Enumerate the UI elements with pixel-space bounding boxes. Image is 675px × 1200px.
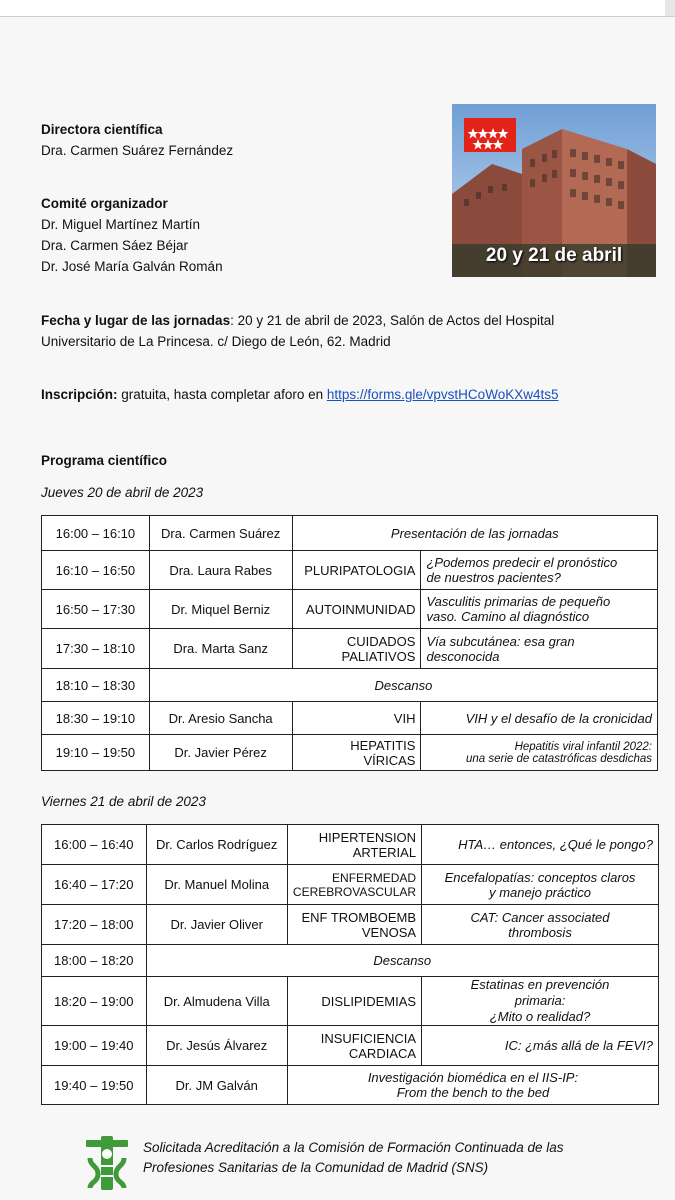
talk-line: From the bench to the bed (396, 1085, 550, 1100)
fecha-line-2: Universitario de La Princesa. c/ Diego de León, 62. Madrid (41, 334, 391, 349)
talk-cell (422, 977, 659, 1026)
talk-cell (421, 590, 658, 629)
time-cell: 18:10 – 18:30 (42, 669, 150, 702)
time-cell: 18:00 – 18:20 (42, 945, 147, 977)
time-cell: 16:00 – 16:10 (42, 516, 150, 551)
talk-line: Encefalopatías: conceptos claros (444, 869, 636, 885)
inscripcion-link[interactable]: https://forms.gle/vpvstHCoWoKXw4ts5 (326, 387, 559, 402)
directora-name: Dra. Carmen Suárez Fernández (41, 143, 234, 158)
schedule-table-day2 (41, 824, 659, 1105)
time-cell: 19:00 – 19:40 (42, 1026, 147, 1066)
talk-line: de nuestros pacientes? (426, 570, 561, 585)
talk-line: ¿Podemos predecir el pronóstico (426, 555, 618, 570)
area-cell (287, 825, 421, 865)
talk-cell (421, 735, 658, 771)
time-cell: 16:50 – 17:30 (42, 590, 150, 629)
area-cell (292, 629, 421, 669)
time-cell: 18:30 – 19:10 (42, 702, 150, 735)
area-cell (287, 1026, 421, 1066)
area-cell: PLURIPATOLOGIA (292, 551, 421, 590)
comite-heading: Comité organizador (41, 196, 168, 211)
table-row (42, 516, 658, 551)
talk-cell (421, 629, 658, 669)
time-cell: 16:10 – 16:50 (42, 551, 150, 590)
area-line: VENOSA (361, 924, 417, 940)
talk-line: ¿Mito o realidad? (489, 1009, 591, 1024)
area-line: INSUFICIENCIA (320, 1030, 417, 1046)
talk-cell: Presentación de las jornadas (292, 516, 658, 551)
comite-member: Dr. José María Galván Román (41, 259, 223, 274)
speaker-cell: Dr. Jesús Álvarez (146, 1026, 287, 1066)
talk-line: una serie de catastróficas desdichas (465, 752, 652, 765)
accreditation-text (143, 1138, 563, 1178)
time-cell: 16:00 – 16:40 (42, 825, 147, 865)
talk-cell: HTA… entonces, ¿Qué le pongo? (422, 825, 659, 865)
accreditation-line: Solicitada Acreditación a la Comisión de Formación Continuada de las (143, 1140, 564, 1155)
directora-heading: Directora científica (41, 122, 163, 137)
time-cell: 19:40 – 19:50 (42, 1066, 147, 1105)
table-row (42, 702, 658, 735)
area-cell (287, 905, 421, 945)
table-row (42, 629, 658, 669)
area-line: CARDIACA (348, 1045, 417, 1061)
speaker-cell: Dr. Carlos Rodríguez (146, 825, 287, 865)
table-row (42, 669, 658, 702)
talk-cell (421, 551, 658, 590)
area-cell: HEPATITIS VÍRICAS (292, 735, 421, 771)
table-row (42, 945, 659, 977)
table-row (42, 825, 659, 865)
programa-heading: Programa científico (41, 453, 168, 468)
table-row (42, 1066, 659, 1105)
talk-line: vaso. Camino al diagnóstico (426, 609, 590, 624)
time-cell: 17:30 – 18:10 (42, 629, 150, 669)
hero-date-text: 20 y 21 de abril (485, 245, 623, 266)
speaker-cell: Dr. JM Galván (146, 1066, 287, 1105)
area-line: PALIATIVOS (341, 648, 416, 664)
talk-cell: IC: ¿más allá de la FEVI? (422, 1026, 659, 1066)
accreditation-logo (84, 1136, 130, 1190)
table-row (42, 551, 658, 590)
talk-line: thrombosis (508, 924, 572, 940)
fecha-line-1 (41, 313, 554, 328)
hospital-image (452, 104, 656, 277)
time-cell: 17:20 – 18:00 (42, 905, 147, 945)
fecha-label: Fecha y lugar de las jornadas (41, 313, 231, 328)
area-cell: VIH (292, 702, 421, 735)
talk-line: Investigación biomédica en el IIS-IP: (367, 1070, 579, 1085)
table-row (42, 1026, 659, 1066)
table-row (42, 865, 659, 905)
viewer-top-bar (0, 0, 675, 17)
inscripcion-label: Inscripción: (41, 387, 118, 402)
area-line: HIPERTENSION (318, 829, 417, 845)
area-line: CEREBROVASCULAR (292, 884, 417, 899)
talk-line: primaria: (514, 993, 566, 1008)
talk-line: Vasculitis primarias de pequeño (426, 594, 611, 609)
accreditation-line: Profesiones Sanitarias de la Comunidad de Madrid (SNS) (143, 1160, 489, 1175)
speaker-cell: Dr. Javier Oliver (146, 905, 287, 945)
talk-cell (287, 1066, 658, 1105)
scrollbar[interactable] (665, 0, 675, 16)
area-cell: DISLIPIDEMIAS (287, 977, 421, 1026)
day1-title: Jueves 20 de abril de 2023 (41, 485, 204, 500)
schedule-table-day1 (41, 515, 658, 771)
talk-line: CAT: Cancer associated (470, 909, 610, 925)
table-row (42, 905, 659, 945)
comite-member: Dr. Miguel Martínez Martín (41, 217, 201, 232)
talk-cell: VIH y el desafío de la cronicidad (421, 702, 658, 735)
speaker-cell: Dr. Manuel Molina (146, 865, 287, 905)
speaker-cell: Dra. Carmen Suárez (149, 516, 292, 551)
area-cell (287, 865, 421, 905)
talk-line: Hepatitis viral infantil 2022: (514, 740, 652, 753)
area-line: ENFERMEDAD (332, 870, 417, 885)
time-cell: 16:40 – 17:20 (42, 865, 147, 905)
green-cross-logo-icon (84, 1136, 130, 1190)
area-line: ENF TROMBOEMB (301, 909, 417, 925)
area-line: CUIDADOS (346, 633, 416, 649)
speaker-cell: Dra. Marta Sanz (149, 629, 292, 669)
break-cell: Descanso (146, 945, 659, 977)
area-line: ARTERIAL (352, 844, 417, 860)
speaker-cell: Dr. Javier Pérez (149, 735, 292, 771)
table-row (42, 977, 659, 1026)
break-cell: Descanso (149, 669, 657, 702)
table-row (42, 590, 658, 629)
talk-line: y manejo práctico (489, 884, 591, 900)
time-cell: 19:10 – 19:50 (42, 735, 150, 771)
day2-title: Viernes 21 de abril de 2023 (41, 794, 206, 809)
area-cell: AUTOINMUNIDAD (292, 590, 421, 629)
talk-line: desconocida (426, 648, 500, 664)
table-row (42, 735, 658, 771)
time-cell: 18:20 – 19:00 (42, 977, 147, 1026)
fecha-text: : 20 y 21 de abril de 2023, Salón de Actos del Hospital (230, 313, 555, 328)
talk-cell (422, 905, 659, 945)
speaker-cell: Dr. Miquel Berniz (149, 590, 292, 629)
inscripcion-line (41, 387, 558, 402)
speaker-cell: Dra. Laura Rabes (149, 551, 292, 590)
talk-line: Estatinas en prevención (470, 977, 610, 992)
inscripcion-text: gratuita, hasta completar aforo en (117, 387, 327, 402)
talk-line: Vía subcutánea: esa gran (426, 633, 575, 649)
talk-cell (422, 865, 659, 905)
comite-member: Dra. Carmen Sáez Béjar (41, 238, 189, 253)
speaker-cell: Dr. Aresio Sancha (149, 702, 292, 735)
speaker-cell: Dr. Almudena Villa (146, 977, 287, 1026)
